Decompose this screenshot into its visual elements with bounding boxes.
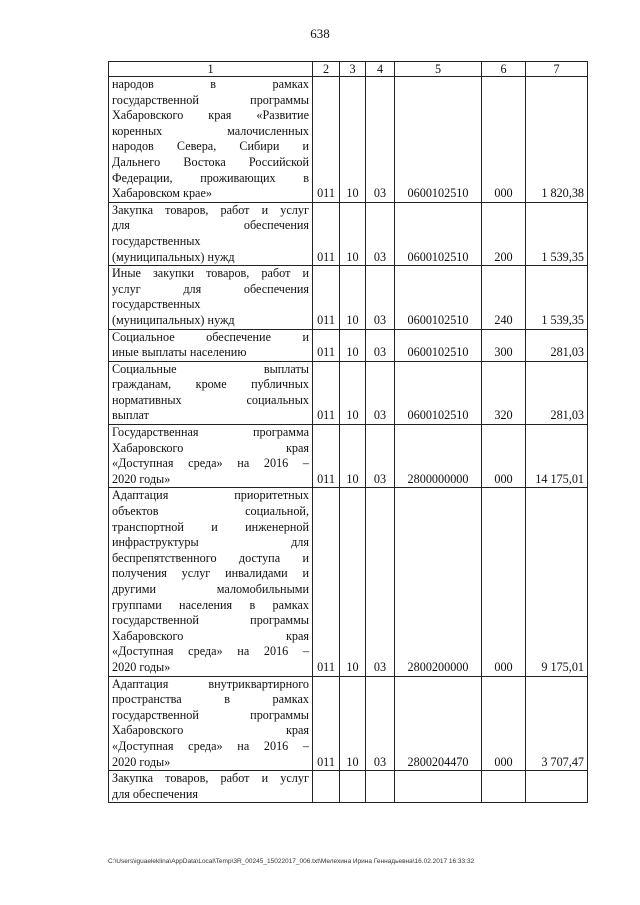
target-article-cell: 0600102510 (395, 266, 482, 329)
ministry-code-cell: 011 (313, 361, 340, 424)
row-name-line: Социальные выплаты (112, 361, 309, 376)
amount-cell: 14 175,01 (526, 425, 588, 488)
ministry-code-cell: 011 (313, 266, 340, 329)
subsection-code-cell: 03 (366, 202, 395, 265)
row-name-line: Социальное обеспечение и (112, 329, 309, 344)
row-name-line: Адаптация внутриквартирного (112, 676, 309, 691)
amount-cell: 1 820,38 (526, 77, 588, 203)
row-name-line: Дальнего Востока Российской (112, 154, 309, 169)
row-name-line: «Доступная среда» на 2016 – (112, 644, 309, 659)
row-name-line: народов Севера, Сибири и (112, 139, 309, 154)
table-row (109, 202, 588, 265)
row-name-line: инфраструктуры для (112, 535, 309, 550)
row-name-line: государственных (112, 297, 201, 312)
row-name-line: Закупка товаров, работ и услуг (112, 771, 309, 786)
row-name-line: (муниципальных) нужд (112, 312, 235, 327)
row-name-line: государственной программы (112, 707, 309, 722)
row-name-cell (109, 266, 313, 329)
table-row (109, 425, 588, 488)
subsection-code-cell: 03 (366, 488, 395, 676)
amount-cell: 9 175,01 (526, 488, 588, 676)
header-cell-6: 6 (482, 62, 526, 77)
table-row (109, 488, 588, 676)
target-article-cell: 0600102510 (395, 202, 482, 265)
budget-table (108, 61, 588, 803)
row-name-line: государственных (112, 233, 201, 248)
target-article-cell: 0600102510 (395, 361, 482, 424)
row-name-line: другими маломобильными (112, 582, 309, 596)
row-name-line: услуг для обеспечения (112, 281, 309, 296)
expense-type-cell: 320 (482, 361, 526, 424)
row-name-line: (муниципальных) нужд (112, 249, 235, 264)
target-article-cell: 2800204470 (395, 676, 482, 771)
table-body (109, 62, 588, 803)
table-row (109, 676, 588, 771)
row-name-line: Хабаровском крае» (112, 186, 212, 201)
target-article-cell: 0600102510 (395, 329, 482, 361)
row-name-line: гражданам, кроме публичных (112, 377, 309, 392)
amount-cell: 281,03 (526, 361, 588, 424)
row-name-cell (109, 425, 313, 488)
row-name-line: транспортной и инженерной (112, 519, 309, 534)
expense-type-cell (482, 771, 526, 803)
ministry-code-cell: 011 (313, 77, 340, 203)
row-name-cell (109, 676, 313, 771)
ministry-code-cell: 011 (313, 676, 340, 771)
row-name-cell (109, 329, 313, 361)
subsection-code-cell (366, 771, 395, 803)
row-name-line: Государственная программа (112, 425, 309, 440)
row-name-line: объектов социальной, (112, 504, 309, 519)
amount-cell (526, 771, 588, 803)
section-code-cell: 10 (340, 676, 366, 771)
subsection-code-cell: 03 (366, 425, 395, 488)
section-code-cell: 10 (340, 329, 366, 361)
section-code-cell: 10 (340, 361, 366, 424)
ministry-code-cell: 011 (313, 202, 340, 265)
subsection-code-cell: 03 (366, 361, 395, 424)
header-cell-5: 5 (395, 62, 482, 77)
subsection-code-cell: 03 (366, 676, 395, 771)
expense-type-cell: 000 (482, 488, 526, 676)
section-code-cell: 10 (340, 266, 366, 329)
section-code-cell: 10 (340, 77, 366, 203)
section-code-cell: 10 (340, 202, 366, 265)
row-name-line: для обеспечения (112, 786, 199, 801)
row-name-cell (109, 77, 313, 203)
header-cell-1: 1 (109, 62, 313, 77)
subsection-code-cell: 03 (366, 77, 395, 203)
row-name-line: иные выплаты населению (112, 345, 247, 360)
row-name-line: 2020 годы» (112, 754, 171, 769)
row-name-line: Хабаровского края (112, 628, 309, 643)
target-article-cell (395, 771, 482, 803)
amount-cell: 1 539,35 (526, 202, 588, 265)
row-name-line: выплат (112, 408, 149, 423)
row-name-line: пространства в рамках (112, 692, 309, 707)
section-code-cell: 10 (340, 425, 366, 488)
row-name-line: для обеспечения (112, 218, 309, 233)
row-name-line: коренных малочисленных (112, 123, 309, 138)
expense-type-cell: 000 (482, 676, 526, 771)
table-row (109, 771, 588, 803)
row-name-line: государственной программы (112, 92, 309, 107)
row-name-cell (109, 488, 313, 676)
row-name-line: Закупка товаров, работ и услуг (112, 202, 309, 217)
table-row (109, 329, 588, 361)
expense-type-cell: 240 (482, 266, 526, 329)
row-name-line: получения услуг инвалидами и (112, 566, 309, 581)
table-row (109, 77, 588, 203)
target-article-cell: 2800200000 (395, 488, 482, 676)
row-name-line: 2020 годы» (112, 471, 171, 486)
row-name-cell (109, 771, 313, 803)
row-name-line: «Доступная среда» на 2016 – (112, 456, 309, 471)
row-name-line: Хабаровского края (112, 723, 309, 738)
footer-file-path: C:\Users\iguaeleklina\AppData\Local\Temp\3R_00245_15022017_006.txt\Мелехина Ирина Геннадьевна\16.02.2017 16:33:32 (108, 858, 475, 865)
section-code-cell: 10 (340, 488, 366, 676)
row-name-line: группами населения в рамках (112, 597, 309, 612)
row-name-line: Федерации, проживающих в (112, 170, 309, 185)
row-name-line: государственной программы (112, 613, 309, 628)
ministry-code-cell: 011 (313, 488, 340, 676)
expense-type-cell: 000 (482, 77, 526, 203)
row-name-line: 2020 годы» (112, 659, 171, 674)
expense-type-cell: 200 (482, 202, 526, 265)
header-cell-2: 2 (313, 62, 340, 77)
ministry-code-cell: 011 (313, 425, 340, 488)
row-name-line: Адаптация приоритетных (112, 488, 309, 503)
target-article-cell: 2800000000 (395, 425, 482, 488)
target-article-cell: 0600102510 (395, 77, 482, 203)
amount-cell: 281,03 (526, 329, 588, 361)
table-row (109, 266, 588, 329)
expense-type-cell: 300 (482, 329, 526, 361)
header-row (109, 62, 588, 77)
row-name-cell (109, 361, 313, 424)
row-name-line: нормативных социальных (112, 392, 309, 407)
ministry-code-cell: 011 (313, 329, 340, 361)
page-number: 638 (310, 26, 330, 41)
subsection-code-cell: 03 (366, 266, 395, 329)
section-code-cell (340, 771, 366, 803)
row-name-line: беспрепятственного доступа и (112, 550, 309, 565)
amount-cell: 1 539,35 (526, 266, 588, 329)
table-row (109, 361, 588, 424)
row-name-line: «Доступная среда» на 2016 – (112, 738, 309, 753)
row-name-line: Хабаровского края (112, 440, 309, 455)
header-cell-4: 4 (366, 62, 395, 77)
row-name-line: народов в рамках (112, 77, 309, 91)
row-name-line: Иные закупки товаров, работ и (112, 266, 309, 281)
ministry-code-cell (313, 771, 340, 803)
header-cell-7: 7 (526, 62, 588, 77)
row-name-line: Хабаровского края «Развитие (112, 108, 309, 123)
amount-cell: 3 707,47 (526, 676, 588, 771)
header-cell-3: 3 (340, 62, 366, 77)
subsection-code-cell: 03 (366, 329, 395, 361)
row-name-cell (109, 202, 313, 265)
expense-type-cell: 000 (482, 425, 526, 488)
